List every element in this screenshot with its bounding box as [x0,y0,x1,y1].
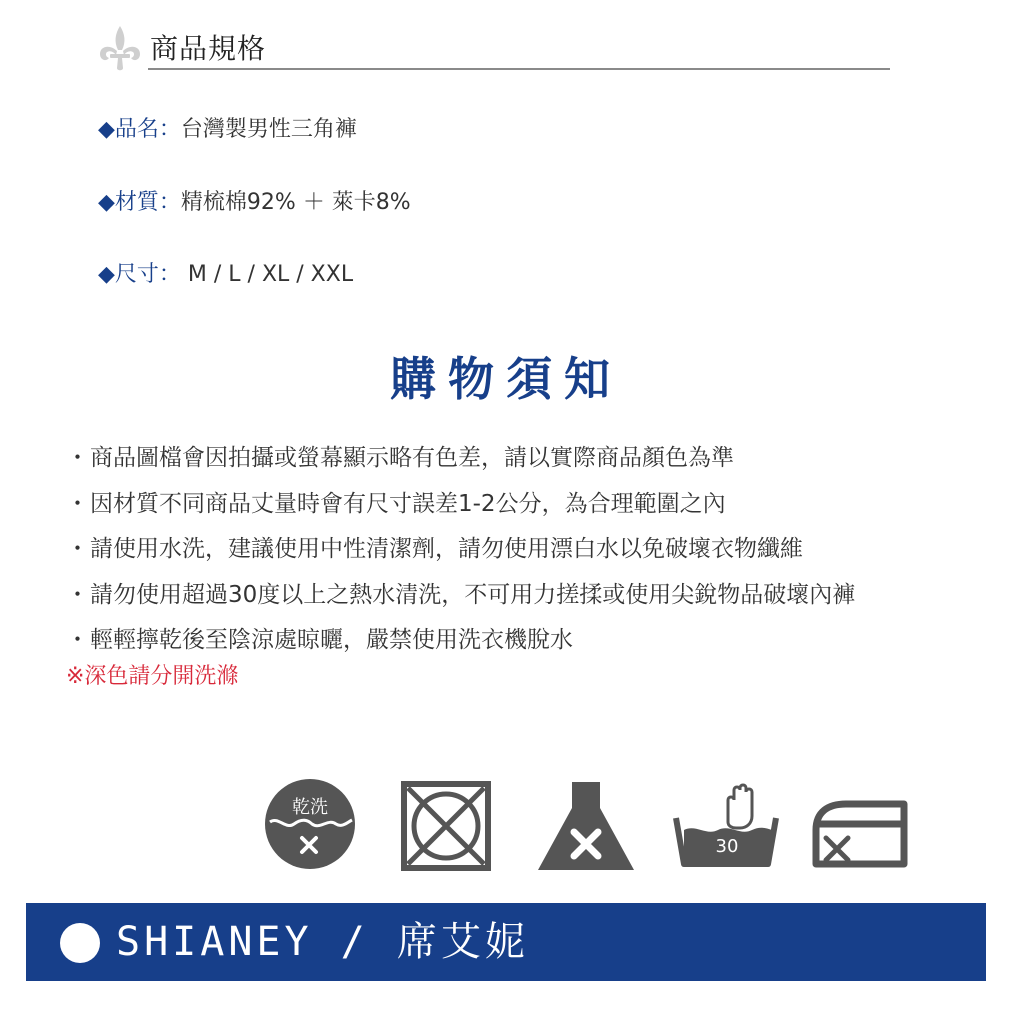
bullet: ・ [66,581,89,608]
bullet: ・ [66,627,89,653]
circle-icon [60,923,100,963]
list-item [66,436,855,482]
hand-wash-30-icon [670,778,782,874]
list-item-text: 輕輕擰乾後至陰涼處晾曬，嚴禁使用洗衣機脫水 [90,627,573,653]
list-item [66,618,855,664]
list-item [66,527,855,573]
bullet: ・ [66,490,89,517]
warning-note: ※深色請分開洗滌 [66,664,239,689]
brand-name: SHIANEY / 席艾妮 [116,919,529,965]
no-dry-clean-icon [264,778,356,870]
no-iron-icon [808,778,912,874]
brand-footer [26,903,986,981]
bullet: ・ [66,536,89,562]
dry-clean-label: 乾洗 [292,797,328,818]
bullet: ・ [66,445,89,471]
spec-row-size [98,260,353,290]
notice-list [66,436,855,664]
list-item [66,482,855,528]
spec-label: ◆尺寸： [98,262,181,287]
spec-row-name [98,115,357,145]
list-item [66,573,855,619]
no-bleach-icon [536,778,636,874]
page-title: 商品規格 [150,32,267,65]
list-item-text: 因材質不同商品丈量時會有尺寸誤差1-2公分，為合理範圍之內 [90,490,726,517]
notice-title: 購物須知 [390,352,622,406]
spec-value: 台灣製男性三角褲 [180,117,357,142]
wash-temperature: 30 [715,836,739,857]
spec-value: M / L / XL / XXL [180,262,354,287]
title-divider [148,68,890,70]
list-item-text: 請使用水洗，建議使用中性清潔劑，請勿使用漂白水以免破壞衣物纖維 [90,536,803,562]
spec-value: 精梳棉92% ＋ 萊卡8% [180,190,411,215]
fleur-de-lis-icon [96,24,144,74]
list-item-text: 商品圖檔會因拍攝或螢幕顯示略有色差，請以實際商品顏色為準 [90,445,734,471]
spec-label: ◆品名： [98,117,181,142]
list-item-text: 請勿使用超過30度以上之熱水清洗，不可用力搓揉或使用尖銳物品破壞內褲 [90,581,856,608]
no-tumble-dry-icon [400,778,492,874]
spec-row-material [98,188,411,218]
spec-label: ◆材質： [98,190,181,215]
